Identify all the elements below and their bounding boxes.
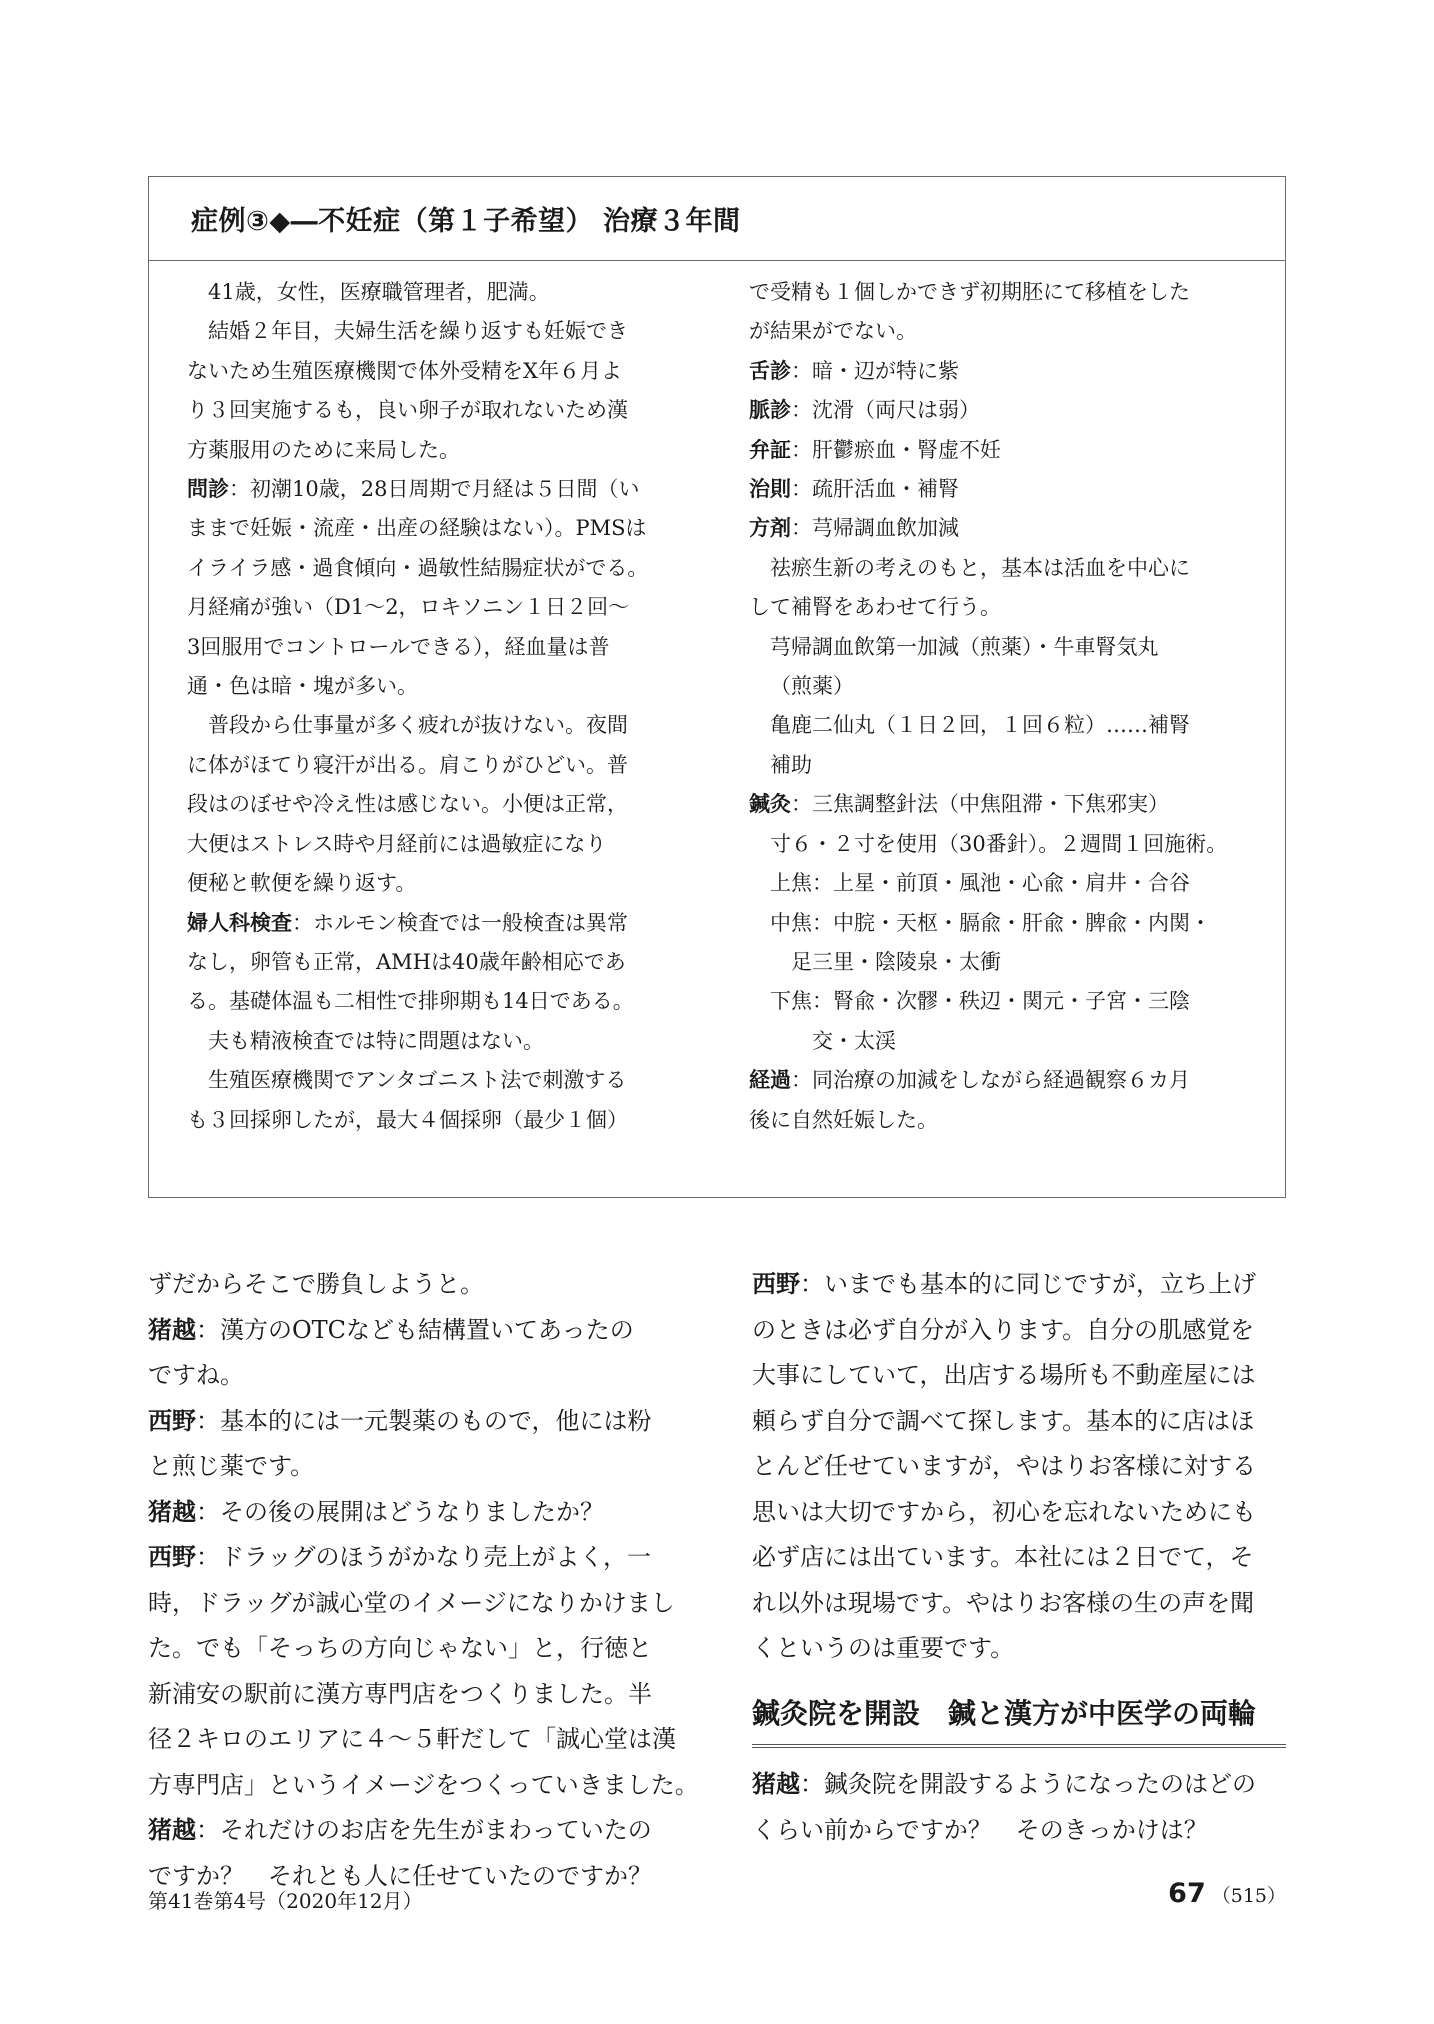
line-text: り３回実施するも，良い卵子が取れないため漢 xyxy=(187,398,628,423)
line-text: ：疏肝活血・補腎 xyxy=(791,477,959,502)
case-box xyxy=(148,176,1286,1198)
text-line xyxy=(752,1490,1292,1536)
field-label: 舌診 xyxy=(749,358,791,383)
line-text: 思いは大切ですから，初心を忘れないためにも xyxy=(752,1497,1256,1526)
line-text: 通・色は暗・塊が多い。 xyxy=(187,674,418,699)
text-line xyxy=(148,1763,699,1809)
line-text: 月経痛が強い（D1～2，ロキソニン１日２回～ xyxy=(187,595,630,620)
text-line xyxy=(187,273,711,312)
text-line xyxy=(749,706,1269,745)
line-text: 必ず店には出ています。本社には２日でて，そ xyxy=(752,1543,1254,1571)
line-text: とんど任せていますが，やはりお客様に対する xyxy=(752,1452,1256,1480)
line-text: 結婚２年目，夫婦生活を繰り返すも妊娠でき xyxy=(208,319,628,344)
page-total: （515） xyxy=(1211,1885,1286,1907)
line-text: ：それだけのお店を先生がまわっていたの xyxy=(196,1816,652,1844)
text-line xyxy=(749,746,1269,785)
line-text: 後に自然妊娠した。 xyxy=(749,1107,938,1132)
line-text: 41歳，女性，医療職管理者，肥満。 xyxy=(208,280,550,304)
main-right-column-after-heading xyxy=(752,1762,1292,1853)
text-line xyxy=(187,509,711,548)
text-line xyxy=(749,1101,1269,1140)
line-text: くというのは重要です。 xyxy=(752,1634,1015,1662)
text-line xyxy=(148,1444,688,1490)
line-text: と煎じ薬です。 xyxy=(148,1452,315,1480)
section-heading: 鍼灸院を開設 鍼と漢方が中医学の両輪 xyxy=(752,1692,1286,1748)
text-line xyxy=(752,1353,1292,1399)
text-line xyxy=(749,825,1269,864)
case-right-column xyxy=(749,273,1269,1140)
text-line xyxy=(749,904,1269,943)
field-label: 経過 xyxy=(749,1068,791,1093)
line-text: ：同治療の加減をしながら経過観察６カ月 xyxy=(791,1068,1190,1093)
text-line xyxy=(752,1262,1292,1308)
line-text: ：三焦調整針法（中焦阻滞・下焦邪実） xyxy=(791,792,1169,817)
line-text: 大事にしていて，出店する場所も不動産屋には xyxy=(752,1361,1256,1389)
text-line xyxy=(148,1308,688,1354)
line-text: 夫も精液検査では特に問題はない。 xyxy=(208,1028,544,1053)
text-line xyxy=(749,785,1269,824)
line-text: イライラ感・過食傾向・過敏性結腸症状がでる。 xyxy=(187,555,649,580)
line-text: ですね。 xyxy=(148,1361,244,1389)
line-text: 補助 xyxy=(770,752,812,777)
field-label: 治則 xyxy=(749,477,791,502)
text-line xyxy=(187,352,711,391)
text-line xyxy=(749,1061,1269,1100)
text-line xyxy=(749,982,1269,1021)
line-text: （煎薬） xyxy=(770,674,854,699)
text-line xyxy=(148,1353,688,1399)
line-text: ：初潮10歳，28日周期で月経は５日間（い xyxy=(229,477,640,502)
field-label: 弁証 xyxy=(749,437,791,462)
line-text: た。でも「そっちの方向じゃない」と，行徳と xyxy=(148,1634,652,1662)
field-label: 鍼灸 xyxy=(749,792,791,817)
text-line xyxy=(148,1717,688,1763)
speaker-name: 西野 xyxy=(148,1406,196,1435)
line-text: ままで妊娠・流産・出産の経験はない）。PMSは xyxy=(187,516,647,541)
line-text: 方専門店」というイメージをつくっていきました。 xyxy=(148,1770,699,1799)
text-line xyxy=(749,588,1269,627)
line-text: ですか？ それとも人に任せていたのですか？ xyxy=(148,1861,652,1890)
text-line xyxy=(187,785,711,824)
line-text: 大便はストレス時や月経前には過敏症になり xyxy=(187,831,607,856)
text-line xyxy=(187,588,711,627)
text-line xyxy=(752,1626,1292,1672)
field-label: 問診 xyxy=(187,477,229,502)
text-line xyxy=(749,312,1269,351)
text-line xyxy=(187,746,711,785)
line-text: 芎帰調血飲第一加減（煎薬）・牛車腎気丸 xyxy=(770,634,1159,659)
line-text: 生殖医療機関でアンタゴニスト法で刺激する xyxy=(208,1068,627,1093)
text-line xyxy=(148,1626,688,1672)
line-text: 方薬服用のために来局した。 xyxy=(187,437,460,462)
line-text: 時，ドラッグが誠心堂のイメージになりかけまし xyxy=(148,1588,675,1617)
line-text: も３回採卵したが，最大４個採卵（最少１個） xyxy=(187,1107,628,1132)
line-text: れ以外は現場です。やはりお客様の生の声を聞 xyxy=(752,1588,1255,1617)
line-text: 祛瘀生新の考えのもと，基本は活血を中心に xyxy=(770,555,1190,580)
text-line xyxy=(148,1808,688,1854)
text-line xyxy=(749,470,1269,509)
line-text: くらい前からですか？ そのきっかけは？ xyxy=(752,1815,1208,1844)
footer-page xyxy=(1168,1878,1286,1909)
line-text: ：ドラッグのほうがかなり売上がよく，一 xyxy=(196,1543,652,1571)
text-line xyxy=(752,1399,1292,1445)
line-text: 3回服用でコントロールできる），経血量は普 xyxy=(187,634,610,659)
text-line xyxy=(752,1762,1292,1808)
case-left-column xyxy=(187,273,711,1140)
line-text: ：暗・辺が特に紫 xyxy=(791,358,959,383)
text-line xyxy=(187,312,711,351)
text-line xyxy=(187,904,711,943)
text-line xyxy=(148,1262,688,1308)
field-label: 方剤 xyxy=(749,516,791,541)
text-line xyxy=(187,1022,711,1061)
text-line xyxy=(749,943,1269,982)
text-line xyxy=(187,1061,711,1100)
line-text: で受精も１個しかできず初期胚にて移植をした xyxy=(749,280,1190,304)
text-line xyxy=(187,431,711,470)
case-title: 症例③◆―不妊症（第１子希望） 治療３年間 xyxy=(191,206,741,237)
text-line xyxy=(187,706,711,745)
speaker-name: 猪越 xyxy=(148,1315,196,1344)
text-line xyxy=(187,864,711,903)
text-line xyxy=(148,1535,688,1581)
case-header xyxy=(149,177,1285,261)
text-line xyxy=(187,549,711,588)
field-label: 婦人科検査 xyxy=(187,910,292,935)
text-line xyxy=(749,864,1269,903)
text-line xyxy=(749,667,1269,706)
line-text: ：その後の展開はどうなりましたか？ xyxy=(196,1497,604,1526)
line-text: る。基礎体温も二相性で排卵期も14日である。 xyxy=(187,989,634,1014)
line-text: 段はのぼせや冷え性は感じない。小便は正常， xyxy=(187,792,628,817)
line-text: して補腎をあわせて行う。 xyxy=(749,595,1001,620)
line-text: 交・太渓 xyxy=(812,1028,896,1053)
text-line xyxy=(187,391,711,430)
speaker-name: 猪越 xyxy=(148,1497,196,1526)
text-line xyxy=(187,1101,711,1140)
line-text: 径２キロのエリアに４～５軒だして「誠心堂は漢 xyxy=(148,1725,676,1753)
footer-issue: 第41巻第4号（2020年12月） xyxy=(148,1889,423,1913)
text-line xyxy=(749,628,1269,667)
speaker-name: 猪越 xyxy=(148,1816,196,1844)
text-line xyxy=(749,1022,1269,1061)
line-text: 便秘と軟便を繰り返す。 xyxy=(187,871,417,896)
text-line xyxy=(752,1808,1292,1854)
line-text: 頼らず自分で調べて探します。基本的に店はほ xyxy=(752,1406,1255,1435)
line-text: 亀鹿二仙丸（１日２回，１回６粒）……補腎 xyxy=(770,713,1190,738)
line-text: 新浦安の駅前に漢方専門店をつくりました。半 xyxy=(148,1679,652,1708)
text-line xyxy=(752,1581,1292,1627)
text-line xyxy=(148,1581,688,1627)
line-text: なし，卵管も正常，AMHは40歳年齢相応であ xyxy=(187,949,626,974)
text-line xyxy=(752,1444,1292,1490)
text-line xyxy=(187,982,711,1021)
speaker-name: 西野 xyxy=(148,1543,196,1571)
text-line xyxy=(148,1490,688,1536)
line-text: ：漢方のOTCなども結構置いてあったの xyxy=(196,1315,634,1344)
line-text: 中焦：中脘・天枢・膈兪・肝兪・脾兪・内関・ xyxy=(770,910,1211,935)
line-text: ：基本的には一元製薬のもので，他には粉 xyxy=(196,1406,652,1435)
line-text: ：鍼灸院を開設するようになったのはどの xyxy=(800,1770,1256,1798)
text-line xyxy=(187,943,711,982)
line-text: ：いまでも基本的に同じですが，立ち上げ xyxy=(800,1270,1256,1298)
text-line xyxy=(749,431,1269,470)
line-text: ：沈滑（両尺は弱） xyxy=(791,398,980,423)
page-number: 67 xyxy=(1168,1878,1206,1909)
text-line xyxy=(187,470,711,509)
line-text: のときは必ず自分が入ります。自分の肌感覚を xyxy=(752,1315,1255,1344)
text-line xyxy=(148,1399,688,1445)
line-text: 普段から仕事量が多く疲れが抜けない。夜間 xyxy=(208,713,628,738)
line-text: ずだからそこで勝負しようと。 xyxy=(148,1270,484,1298)
text-line xyxy=(187,628,711,667)
text-line xyxy=(187,825,711,864)
line-text: 足三里・陰陵泉・太衝 xyxy=(791,949,1001,974)
line-text: ：芎帰調血飲加減 xyxy=(791,516,959,541)
field-label: 脈診 xyxy=(749,398,791,423)
line-text: ：肝鬱瘀血・腎虚不妊 xyxy=(791,437,1001,462)
text-line xyxy=(752,1535,1292,1581)
text-line xyxy=(749,273,1269,312)
line-text: ないため生殖医療機関で体外受精をX年６月よ xyxy=(187,358,622,383)
line-text: 上焦：上星・前頂・風池・心兪・肩井・合谷 xyxy=(770,871,1190,896)
line-text: ：ホルモン検査では一般検査は異常 xyxy=(292,910,628,935)
main-right-column xyxy=(752,1262,1292,1672)
line-text: 寸６・２寸を使用（30番針）。２週間１回施術。 xyxy=(770,831,1228,856)
text-line xyxy=(752,1308,1292,1354)
main-left-column xyxy=(148,1262,699,1899)
text-line xyxy=(749,391,1269,430)
text-line xyxy=(749,549,1269,588)
speaker-name: 西野 xyxy=(752,1270,800,1298)
line-text: に体がほてり寝汗が出る。肩こりがひどい。普 xyxy=(187,752,628,777)
text-line xyxy=(749,352,1269,391)
text-line xyxy=(187,667,711,706)
line-text: 下焦：腎兪・次髎・秩辺・関元・子宮・三陰 xyxy=(770,989,1190,1014)
speaker-name: 猪越 xyxy=(752,1770,800,1798)
text-line xyxy=(749,509,1269,548)
line-text: が結果がでない。 xyxy=(749,319,917,344)
text-line xyxy=(148,1672,688,1718)
